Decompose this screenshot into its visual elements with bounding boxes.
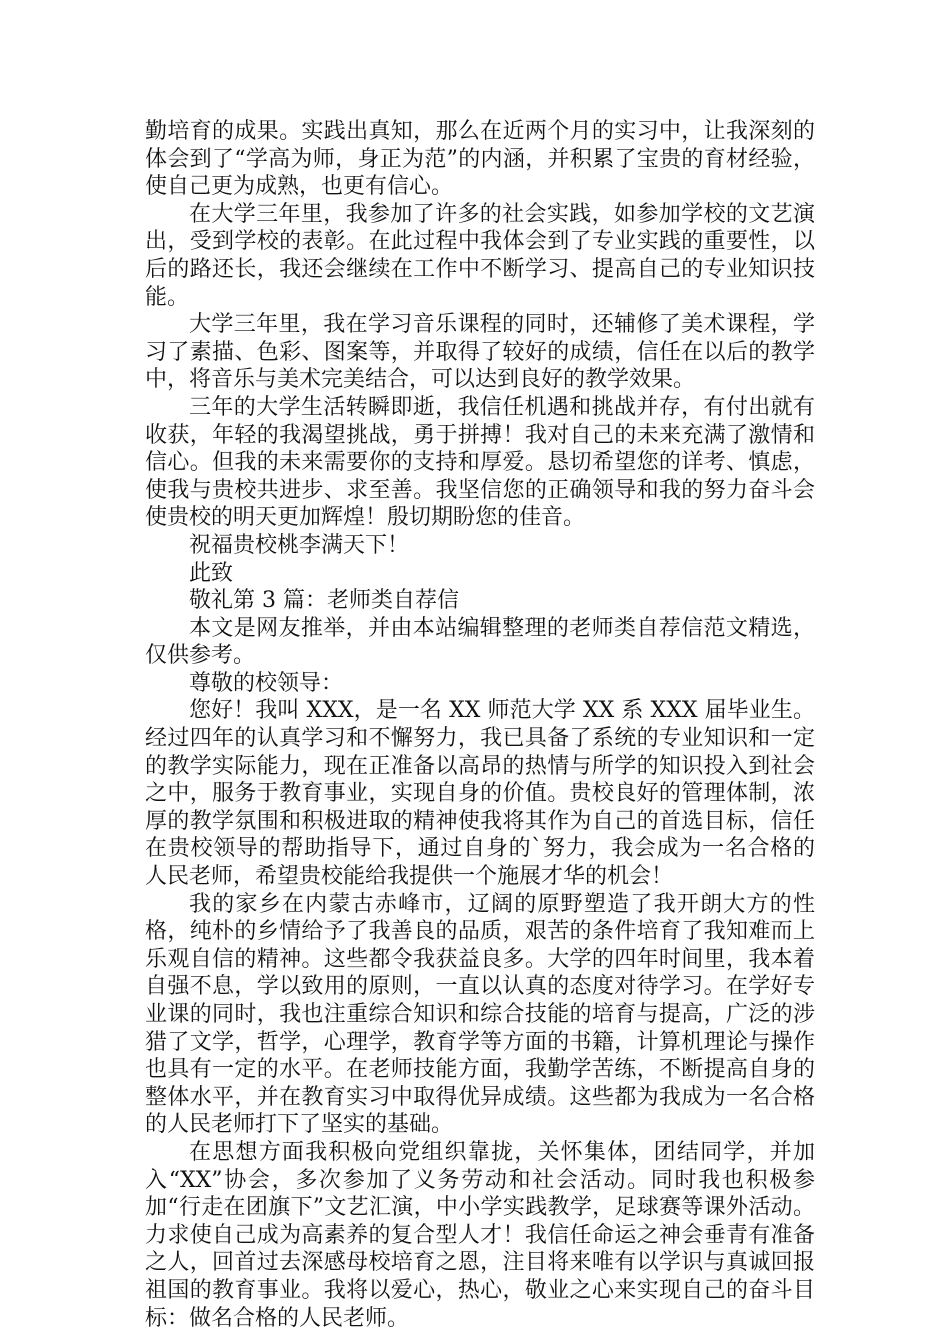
paragraph-social-practice: 在大学三年里，我参加了许多的社会实践，如参加学校的文艺演出，受到学校的表彰。在此过程中我体会到了专业实践的重要性，以后的路还长，我还会继续在工作中不断学习、提高自己的专业知识技能。 bbox=[145, 201, 815, 310]
paragraph-continued: 勤培育的成果。实践出真知，那么在近两个月的实习中，让我深刻的体会到了“学高为师，身正为范”的内涵，并积累了宝贵的育材经验，使自己更为成熟，也更有信心。 bbox=[145, 119, 815, 200]
salutation: 尊敬的校领导： bbox=[189, 670, 344, 696]
paragraph-hometown: 我的家乡在内蒙古赤峰市，辽阔的原野塑造了我开朗大方的性格，纯朴的乡情给予了我善良的品质，艰苦的条件培育了我知难而上乐观自信的精神。这些都令我获益良多。大学的四年时间里，我本着自强不息，学以致用的原则，一直以认真的态度对待学习。在学好专业课的同时，我也注重综合知识和综合技能的培育与提高，广泛的涉猎了文学，哲学，心理学，教育学等方面的书籍，计算机理论与操作也具有一定的水平。在老师技能方面，我勤学苦练，不断提高自身的整体水平，并在教育实习中取得优异成绩。这些都为我成为一名合格的人民老师打下了坚实的基础。 bbox=[145, 891, 815, 1138]
paragraph-ideology: 在思想方面我积极向党组织靠拢，关怀集体，团结同学，并加入“XX”协会，多次参加了义务劳动和社会活动。同时我也积极参加“行走在团旗下”文艺汇演，中小学实践教学，足球赛等课外活动。力求使自己成为高素养的复合型人才！我信任命运之神会垂青有准备之人，回首过去深感母校培育之恩，注目将来唯有以学识与真诚回报祖国的教育事业。我将以爱心，热心，敬业之心来实现自己的奋斗目标：做名合格的人民老师。 bbox=[145, 1139, 815, 1331]
paragraph-blessing: 祝福贵校桃李满天下！ bbox=[189, 532, 410, 558]
paragraph-art-courses: 大学三年里，我在学习音乐课程的同时，还辅修了美术课程，学习了素描、色彩、图案等，并取得了较好的成绩，信任在以后的教学中，将音乐与美术完美结合，可以达到良好的教学效果。 bbox=[145, 312, 815, 393]
paragraph-greeting: 您好！我叫 XXX，是一名 XX 师范大学 XX 系 XXX 届毕业生。经过四年的认真学习和不懈努力，我已具备了系统的专业知识和一定的教学实际能力，现在正准备以高昂的热情与所学的知识投入到社会之中，服务于教育事业，实现自身的价值。贵校良好的管理体制，浓厚的教学氛围和积极进取的精神使我将其作为自己的首选目标，信任在贵校领导的帮助指导下，通过自身的`努力，我会成为一名合格的人民老师，希望贵校能给我提供一个施展才华的机会！ bbox=[145, 698, 815, 890]
document-body bbox=[145, 118, 815, 1332]
paragraph-intro: 本文是网友推举，并由本站编辑整理的老师类自荐信范文精选，仅供参考。 bbox=[145, 615, 815, 669]
paragraph-closing: 此致 bbox=[189, 560, 234, 586]
section-heading: 敬礼第 3 篇：老师类自荐信 bbox=[189, 588, 459, 614]
paragraph-three-years: 三年的大学生活转瞬即逝，我信任机遇和挑战并存，有付出就有收获，年轻的我渴望挑战，勇于拼搏！我对自己的未来充满了激情和信心。但我的未来需要你的支持和厚爱。恳切希望您的详考、慎虑，使我与贵校共进步、求至善。我坚信您的正确领导和我的努力奋斗会使贵校的明天更加辉煌！殷切期盼您的佳音。 bbox=[145, 394, 815, 531]
